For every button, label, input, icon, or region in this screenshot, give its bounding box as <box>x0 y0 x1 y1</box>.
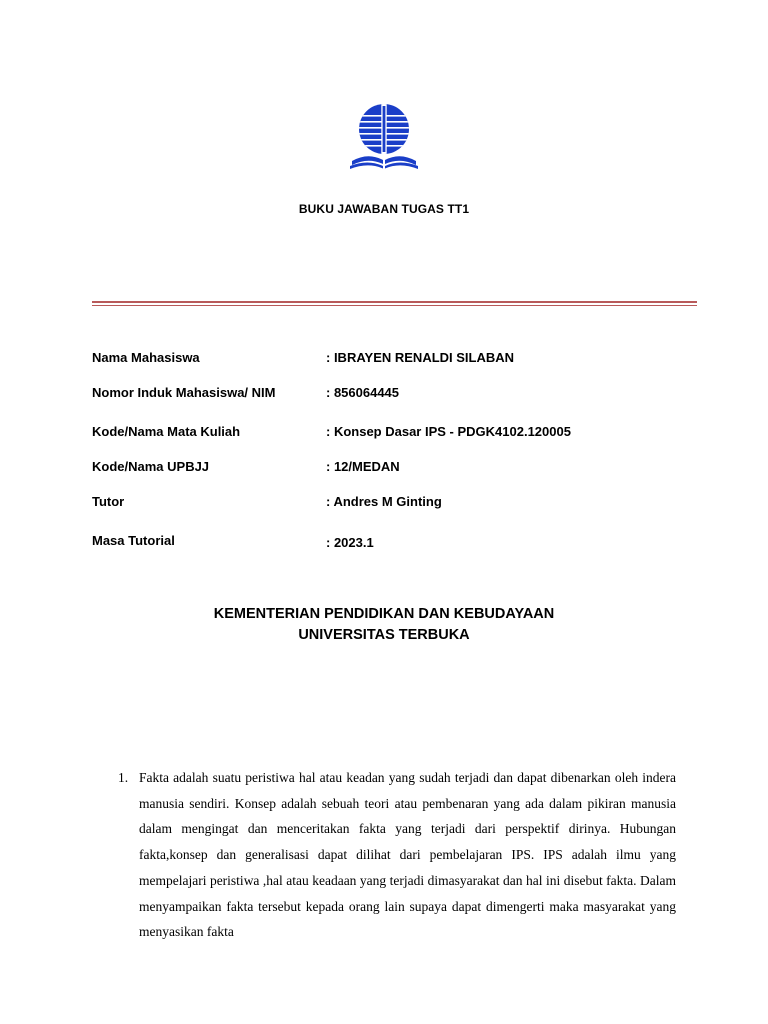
info-label: Kode/Nama Mata Kuliah <box>92 424 241 439</box>
info-label: Nomor Induk Mahasiswa/ NIM <box>92 385 276 400</box>
info-label: Nama Mahasiswa <box>92 350 200 365</box>
info-label: Kode/Nama UPBJJ <box>92 459 210 474</box>
info-value: : Andres M Ginting <box>326 494 442 509</box>
university-logo-icon <box>348 104 420 170</box>
info-value: : Konsep Dasar IPS - PDGK4102.120005 <box>326 424 571 439</box>
document-title: BUKU JAWABAN TUGAS TT1 <box>298 202 470 216</box>
ministry-name: KEMENTERIAN PENDIDIKAN DAN KEBUDAYAAN <box>213 606 555 622</box>
answer-text: Fakta adalah suatu peristiwa hal atau keadan yang sudah terjadi dan dapat dibenarkan oleh indera manusia sendiri. Konsep adalah sebuah teori atau pembenaran yang ada dalam pikiran manusia dalam mengingat dan menceritakan fakta yang terjadi dari perspektif dirinya. Hubungan fakta,konsep dan generalisasi dapat dilihat dari pembelajaran IPS. IPS adalah ilmu yang mempelajari peristiwa ,hal atau keadaan yang terjadi dimasyarakat dan hal ini disebut fakta. Dalam menyampaikan fakta tersebut kepada orang lain supaya dapat dimengerti maka masyarakat yang menyasikan fakta <box>139 770 676 940</box>
info-row-course <box>92 424 692 442</box>
info-row-student-name <box>92 350 692 368</box>
divider-line-thick <box>92 301 697 303</box>
info-value: : 856064445 <box>326 385 400 400</box>
info-value: : 2023.1 <box>326 535 374 550</box>
info-value: : 12/MEDAN <box>326 459 400 474</box>
info-row-tutor <box>92 494 692 512</box>
university-name: UNIVERSITAS TERBUKA <box>298 627 470 643</box>
info-label: Tutor <box>92 494 125 509</box>
answer-number: 1. <box>118 770 129 785</box>
info-row-upbjj <box>92 459 692 477</box>
info-row-nim <box>92 385 692 403</box>
institution-heading <box>0 604 768 646</box>
info-label: Masa Tutorial <box>92 533 175 548</box>
info-value: : IBRAYEN RENALDI SILABAN <box>326 350 515 365</box>
info-row-tutorial-period <box>92 533 692 551</box>
divider-line-thin <box>92 305 697 306</box>
